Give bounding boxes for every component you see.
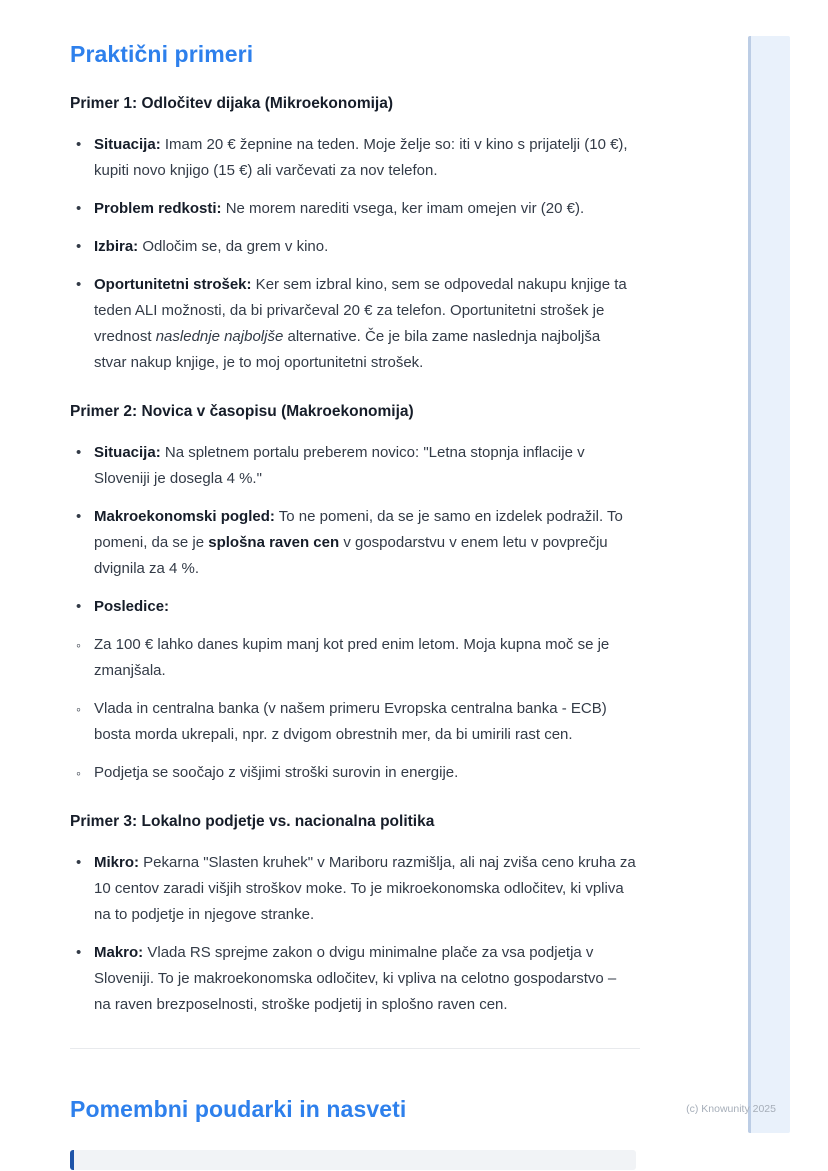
circle-bullet-icon: ◦ bbox=[76, 765, 81, 781]
text-segment: Situacija: bbox=[94, 444, 161, 461]
page-scrollbar[interactable] bbox=[748, 36, 790, 1133]
list-item bbox=[70, 196, 636, 222]
bullet-icon: • bbox=[76, 276, 82, 293]
bullet-icon: • bbox=[76, 238, 82, 255]
list-item-text bbox=[94, 238, 328, 255]
list-item-text bbox=[94, 508, 623, 577]
text-segment: Oportunitetni strošek: bbox=[94, 276, 252, 293]
text-segment: Makroekonomski pogled: bbox=[94, 508, 275, 525]
list-item-text bbox=[94, 854, 636, 923]
list-item-text bbox=[94, 636, 609, 679]
list-item bbox=[70, 940, 636, 1018]
text-segment: alternative. Če je bila zame naslednja najboljša stvar nakup knjige, je to moj oportunitetni strošek. bbox=[94, 328, 601, 371]
text-segment: Posledice: bbox=[94, 598, 170, 615]
text-segment: Ker sem izbral kino, sem se odpovedal nakupu knjige ta teden ALI možnosti, da bi privarčeval 20 € za telefon. Oportunitetni strošek je vrednost bbox=[94, 276, 627, 345]
bullet-icon: • bbox=[76, 444, 82, 461]
list-item bbox=[70, 272, 636, 376]
list-item bbox=[70, 696, 636, 748]
text-segment: Ne morem narediti vsega, ker imam omejen vir (20 €). bbox=[221, 200, 585, 217]
list-item-text bbox=[94, 944, 616, 1013]
text-segment: To ne pomeni, da se je samo en izdelek podražil. To pomeni, da se je bbox=[94, 508, 623, 551]
bullet-list bbox=[70, 132, 636, 376]
text-segment: Vlada RS sprejme zakon o dvigu minimalne plače za vsa podjetja v Sloveniji. To je makroekonomska odločitev, ki vpliva na celotno gospodarstvo – na raven brezposelnosti, stroške podjetij in splošno raven cen. bbox=[94, 944, 617, 1013]
bullet-list bbox=[70, 440, 636, 786]
section-title-notes: Pomembni poudarki in nasveti bbox=[70, 1096, 407, 1122]
list-item-text bbox=[94, 200, 584, 217]
section-heading: Primer 3: Lokalno podjetje vs. nacionalna politika bbox=[70, 813, 435, 830]
text-segment: Vlada in centralna banka (v našem primeru Evropska centralna banka - ECB) bosta morda ukrepali, npr. z dvigom obrestnih mer, da bi umirili rast cen. bbox=[94, 700, 607, 743]
list-item bbox=[70, 760, 636, 786]
text-segment: splošna raven cen bbox=[208, 534, 340, 551]
list-item bbox=[70, 504, 636, 582]
bullet-icon: • bbox=[76, 598, 82, 615]
text-segment: Makro: bbox=[94, 944, 144, 961]
bullet-icon: • bbox=[76, 508, 82, 525]
text-segment: Problem redkosti: bbox=[94, 200, 222, 217]
bullet-list bbox=[70, 850, 636, 1018]
list-item-text bbox=[94, 136, 628, 179]
page-title: Praktični primeri bbox=[70, 41, 254, 67]
text-segment: Odločim se, da grem v kino. bbox=[138, 238, 329, 255]
list-item-text bbox=[94, 444, 585, 487]
text-segment: naslednje najboljše bbox=[155, 328, 284, 345]
bullet-icon: • bbox=[76, 944, 82, 961]
list-item bbox=[70, 632, 636, 684]
text-segment: Za 100 € lahko danes kupim manj kot pred enim letom. Moja kupna moč se je zmanjšala. bbox=[94, 636, 610, 679]
list-item-text bbox=[94, 764, 458, 781]
list-item-text bbox=[94, 700, 607, 743]
bullet-icon: • bbox=[76, 200, 82, 217]
section-heading: Primer 1: Odločitev dijaka (Mikroekonomija) bbox=[70, 95, 394, 112]
footer-watermark: (c) Knowunity 2025 bbox=[686, 1103, 776, 1115]
text-segment: Imam 20 € žepnine na teden. Moje želje so: iti v kino s prijatelji (10 €), kupiti novo knjigo (15 €) ali varčevati za nov telefon. bbox=[94, 136, 628, 179]
list-item bbox=[70, 132, 636, 184]
list-item bbox=[70, 594, 636, 620]
text-segment: Situacija: bbox=[94, 136, 161, 153]
section-divider bbox=[70, 1048, 640, 1049]
text-segment: Mikro: bbox=[94, 854, 139, 871]
section-heading: Primer 2: Novica v časopisu (Makroekonomija) bbox=[70, 403, 414, 420]
text-segment: Podjetja se soočajo z višjimi stroški surovin in energije. bbox=[94, 764, 459, 781]
circle-bullet-icon: ◦ bbox=[76, 701, 81, 717]
text-segment: Izbira: bbox=[94, 238, 139, 255]
document-page bbox=[70, 40, 636, 1170]
text-segment: Pekarna "Slasten kruhek" v Mariboru razmišlja, ali naj zviša ceno kruha za 10 centov zaradi višjih stroškov moke. To je mikroekonomska odločitev, ki vpliva na to podjetje in njegove stranke. bbox=[94, 854, 636, 923]
callout-strip bbox=[70, 1150, 636, 1170]
list-item bbox=[70, 850, 636, 928]
bullet-icon: • bbox=[76, 136, 82, 153]
circle-bullet-icon: ◦ bbox=[76, 637, 81, 653]
text-segment: Na spletnem portalu preberem novico: "Letna stopnja inflacije v Sloveniji je dosegla 4 %." bbox=[94, 444, 585, 487]
sections bbox=[70, 94, 636, 1018]
list-item-text bbox=[94, 276, 627, 371]
list-item bbox=[70, 440, 636, 492]
list-item bbox=[70, 234, 636, 260]
text-segment: v gospodarstvu v enem letu v povprečju dvignila za 4 %. bbox=[94, 534, 608, 577]
bullet-icon: • bbox=[76, 854, 82, 871]
list-item-text bbox=[94, 598, 169, 615]
